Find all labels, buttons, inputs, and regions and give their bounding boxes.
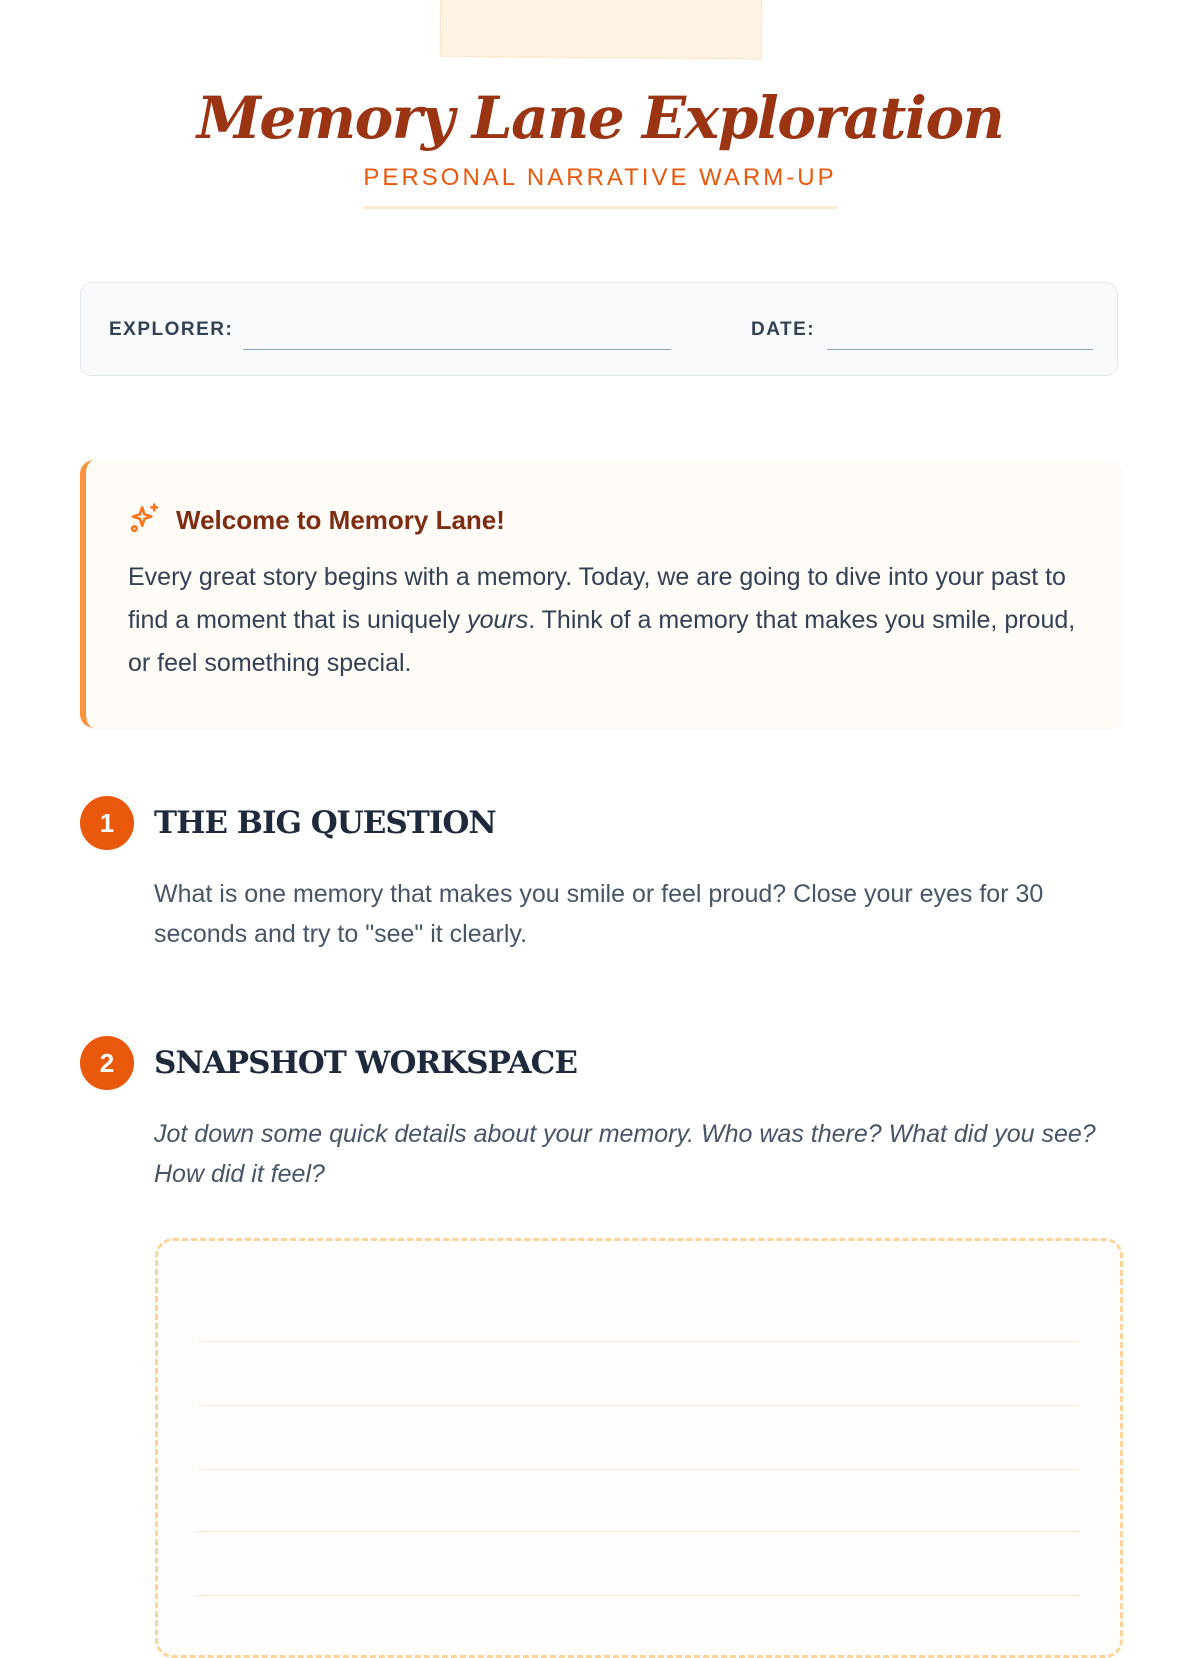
tape-decoration	[440, 0, 763, 59]
step-number-badge: 1	[80, 796, 134, 850]
explorer-field[interactable]	[243, 349, 671, 350]
step-title: THE BIG QUESTION	[154, 805, 496, 841]
subtitle-wrap	[363, 164, 836, 209]
welcome-text-emphasis: yours	[467, 606, 529, 634]
writing-line	[198, 1341, 1080, 1342]
welcome-title-row	[128, 502, 505, 538]
sparkles-icon	[128, 501, 162, 540]
page-subtitle: PERSONAL NARRATIVE WARM-UP	[363, 164, 837, 191]
student-info-box	[80, 282, 1118, 376]
page-title: Memory Lane Exploration	[196, 84, 1004, 152]
date-field[interactable]	[827, 349, 1093, 350]
writing-line	[198, 1531, 1080, 1532]
step-number-badge: 2	[80, 1036, 134, 1090]
date-label: DATE:	[751, 319, 816, 340]
explorer-label: EXPLORER:	[109, 319, 234, 340]
writing-line	[198, 1595, 1080, 1596]
snapshot-writing-area[interactable]	[155, 1238, 1123, 1658]
step-title: SNAPSHOT WORKSPACE	[154, 1045, 577, 1081]
welcome-text-part-1: Every great story begins with a memory. Today, we are going to dive into your past to find a moment that is uniquely	[128, 563, 1066, 634]
welcome-text-part-2: . Think of a memory that makes you smile, proud, or feel something special.	[128, 606, 1076, 677]
page-header	[0, 80, 1200, 209]
writing-line	[198, 1469, 1080, 1470]
welcome-callout	[80, 460, 1122, 728]
step-text: What is one memory that makes you smile or feel proud? Close your eyes for 30 seconds and try to "see" it clearly.	[154, 880, 1044, 948]
step-text: Jot down some quick details about your memory. Who was there? What did you see? How did it feel?	[154, 1120, 1096, 1188]
welcome-title: Welcome to Memory Lane!	[176, 504, 505, 535]
writing-line	[198, 1405, 1080, 1406]
welcome-text	[128, 556, 1078, 685]
